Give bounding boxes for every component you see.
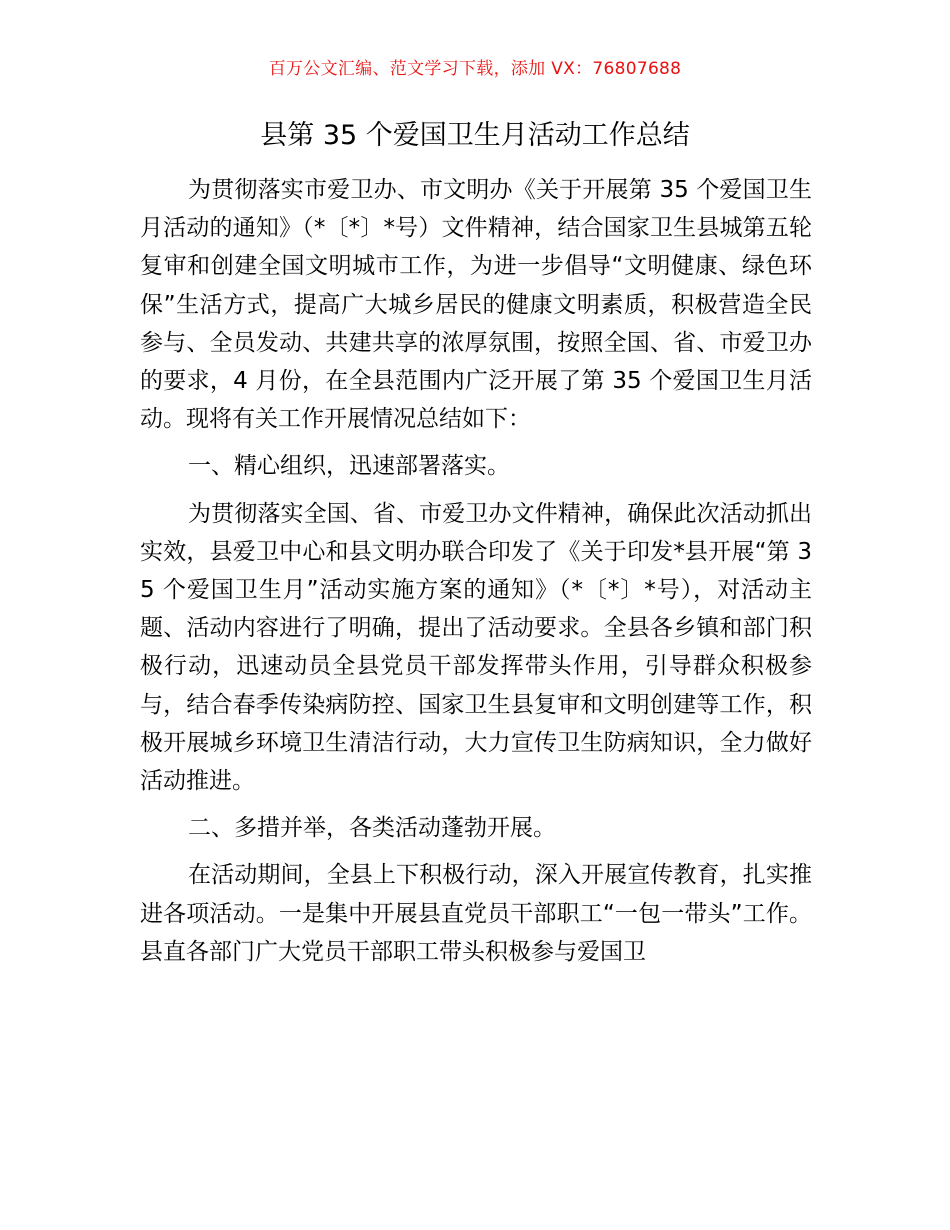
document-title: 县第 35 个爱国卫生月活动工作总结 [260, 120, 690, 151]
paragraph-intro: 为贯彻落实市爱卫办、市文明办《关于开展第 35 个爱国卫生月活动的通知》（*〔*〕*号）文件精神，结合国家卫生县城第五轮复审和创建全国文明城市工作，为进一步倡导“文明健康、绿色环保”生活方式，提高广大城乡居民的健康文明素质，积极营造全民参与、全员发动、共建共享的浓厚氛围，按照全国、省、市爱卫办的要求，4 月份，在全县范围内广泛开展了第 35 个爱国卫生月活动。现将有关工作开展情况总结如下： [140, 177, 812, 433]
watermark-header: 百万公文汇编、范文学习下载，添加 VX：76807688 [268, 59, 682, 79]
paragraph-section-1: 为贯彻落实全国、省、市爱卫办文件精神，确保此次活动抓出实效，县爱卫中心和县文明办联合印发了《关于印发*县开展“第 35 个爱国卫生月”活动实施方案的通知》（*〔*〕*号），对活动主题、活动内容进行了明确，提出了活动要求。全县各乡镇和部门积极行动，迅速动员全县党员干部发挥带头作用，引导群众积极参与，结合春季传染病防控、国家卫生县复审和文明创建等工作，积极开展城乡环境卫生清洁行动，大力宣传卫生防病知识，全力做好活动推进。 [140, 500, 812, 795]
document-body [140, 171, 812, 980]
paragraph-section-2: 在活动期间，全县上下积极行动，深入开展宣传教育，扎实推进各项活动。一是集中开展县直党员干部职工“一包一带头”工作。县直各部门广大党员干部职工带头积极参与爱国卫 [140, 862, 812, 965]
section-heading-2: 二、多措并举，各类活动蓬勃开展。 [188, 815, 556, 842]
section-heading-1: 一、精心组织，迅速部署落实。 [188, 453, 510, 480]
